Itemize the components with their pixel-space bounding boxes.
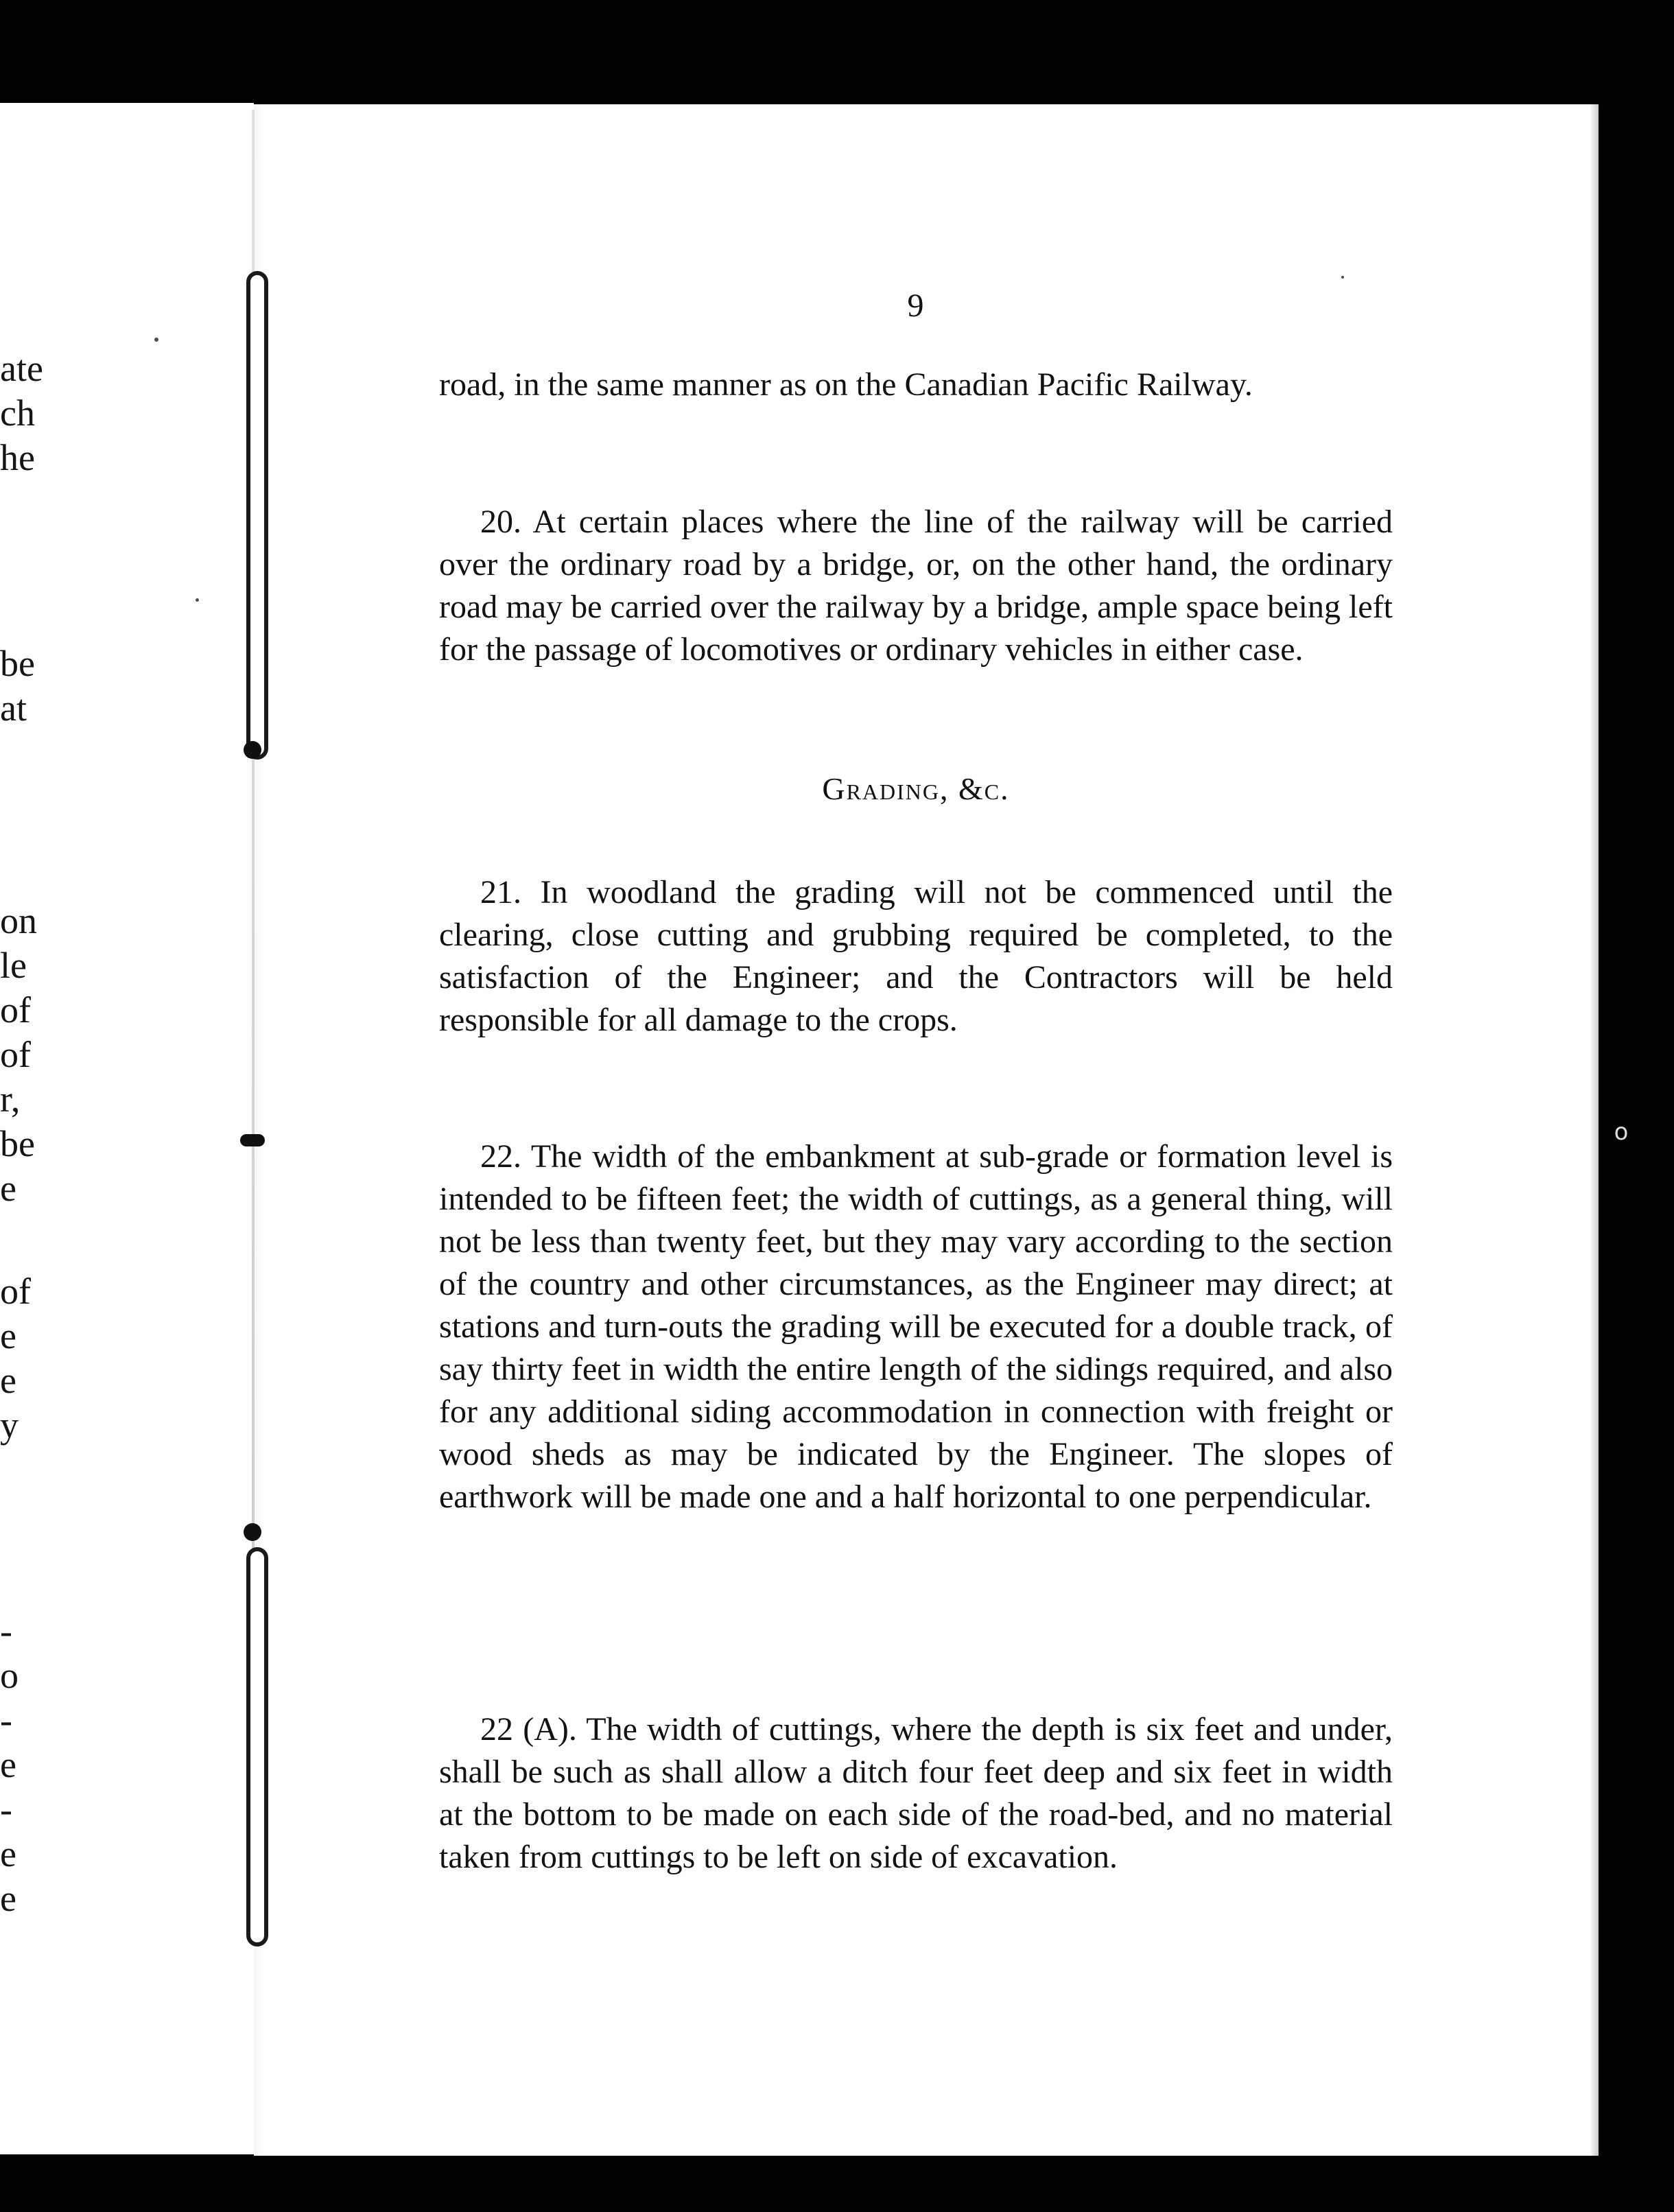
left-fragment: - — [0, 1610, 12, 1651]
left-fragment: be — [0, 1123, 35, 1164]
left-fragment: e — [0, 1833, 16, 1874]
left-fragment: le — [0, 945, 27, 986]
paragraph-22a: 22 (A). The width of cuttings, where the depth is six feet and under, shall be such as shall allow a ditch four feet deep and six feet in width at the bottom to be made on each side of the road-bed, and no material taken from cuttings to be left on side of excavation. — [439, 1711, 1393, 1875]
left-fragment: o — [0, 1655, 19, 1696]
left-fragment: - — [0, 1699, 12, 1741]
left-fragment: e — [0, 1168, 16, 1209]
left-fragment: - — [0, 1789, 12, 1830]
left-fragment: of — [0, 1034, 31, 1075]
left-fragment: e — [0, 1878, 16, 1919]
scan-speck — [714, 2178, 722, 2184]
paragraph-20: 20. At certain places where the line of the railway will be carried over the ordinary road by a bridge, or, on the other hand, the ordinary road may be carried over the railway by a bridge, ample space being left for the passage of locomotives or ordinary vehicles in either case. — [439, 504, 1393, 668]
paragraph-22: 22. The width of the embankment at sub-grade or formation level is intended to be fifteen feet; the width of cuttings, as a general thing, will not be less than twenty feet, but they may vary according to the section of the country and other circumstances, as the Engineer may direct; at stations and turn-outs the grading will be executed for a double track, of say thirty feet in width the entire length of the sidings required, and also for any additional siding accommodation in connection with freight or wood sheds as may be indicated by the Engineer. The slopes of earthwork will be made one and a half horizontal to one perpendicular. — [439, 1138, 1393, 1515]
left-fragment: ch — [0, 392, 35, 434]
left-fragment: he — [0, 437, 35, 478]
paragraph-continuation: road, in the same manner as on the Canadian Pacific Railway. — [439, 366, 1253, 403]
left-fragment: e — [0, 1315, 16, 1356]
page-number: 9 — [907, 287, 925, 324]
scan-speck — [154, 338, 158, 342]
left-fragment: y — [0, 1404, 19, 1446]
left-fragment: at — [0, 687, 27, 729]
left-fragment: on — [0, 900, 37, 941]
left-fragment: of — [0, 989, 31, 1031]
page-edge-shadow — [1590, 104, 1599, 2156]
left-fragment: r, — [0, 1079, 21, 1120]
scan-speck — [226, 60, 233, 67]
paragraph-21: 21. In woodland the grading will not be commenced until the clearing, close cutting and grubbing required be completed, to the satisfaction of the Engineer; and the Contractors will be held responsible for all damage to the crops. — [439, 874, 1393, 1038]
section-heading: Grading, &c. — [822, 771, 1010, 806]
left-fragment: of — [0, 1271, 31, 1312]
left-fragment: be — [0, 643, 35, 684]
scan-speck — [1341, 276, 1344, 279]
left-fragment: ate — [0, 348, 43, 389]
scan-speck — [196, 598, 199, 602]
left-fragment: e — [0, 1360, 16, 1401]
left-page-fragments — [0, 103, 254, 2154]
left-page-edge — [0, 103, 254, 2154]
left-fragment: e — [0, 1744, 16, 1785]
scan-edge-mark: o — [1614, 1118, 1629, 1146]
